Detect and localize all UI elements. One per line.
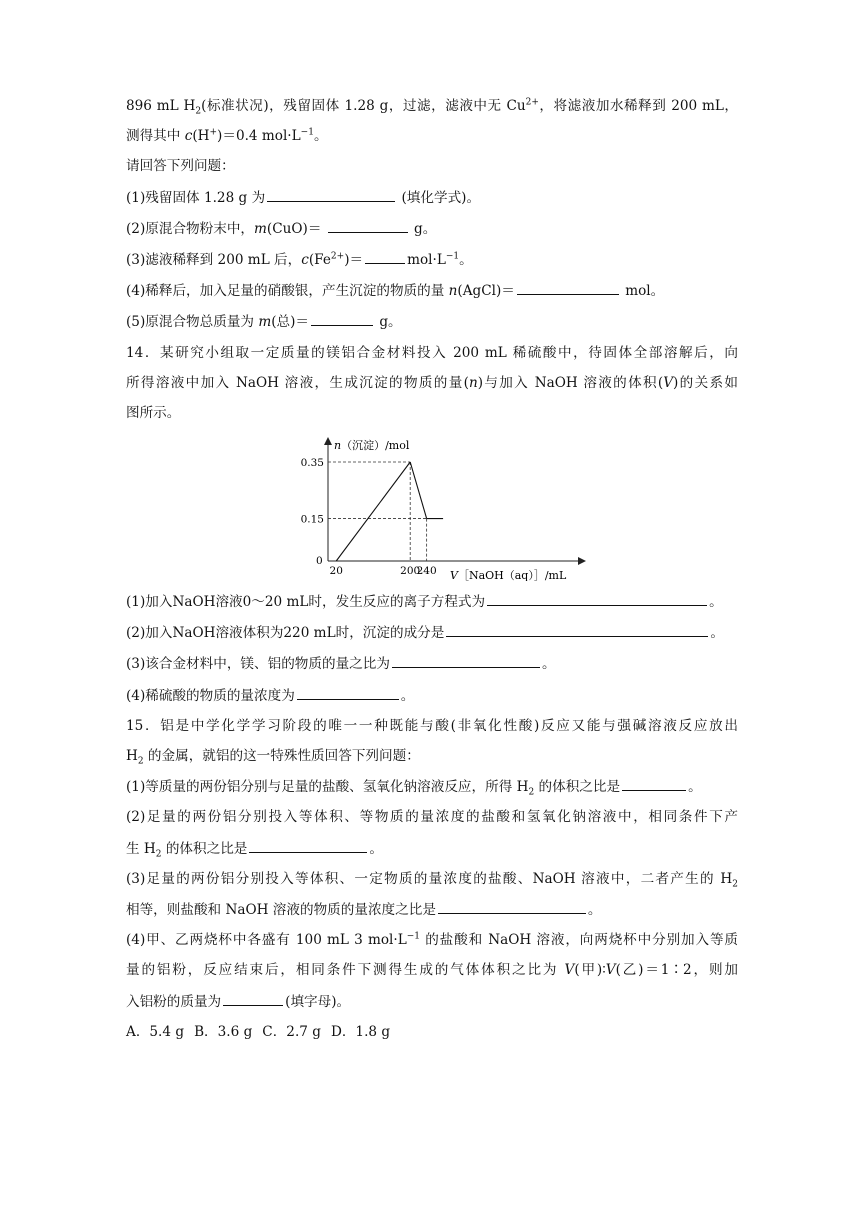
y-tick-label: 0.35	[300, 457, 324, 470]
q15-part-1: (1)等质量的两份铝分别与足量的盐酸、氢氧化钠溶液反应，所得 $H_2$ 的体积之比是 。	[126, 776, 738, 797]
q13-part-4: (4)稀释后，加入足量的硝酸银，产生沉淀的物质的量 n(AgCl)＝ mol。	[126, 280, 738, 301]
series-segment	[410, 462, 426, 519]
answer-blank[interactable]	[328, 218, 408, 233]
answer-blank[interactable]	[365, 249, 405, 264]
answer-blank[interactable]	[392, 653, 540, 668]
q15-part-2-line-2: 生 $H_2$ 的体积之比是 。	[126, 838, 738, 859]
q14-part-4: (4)稀硫酸的物质的量浓度为 。	[126, 685, 738, 706]
answer-blank[interactable]	[446, 622, 708, 637]
q15-part-3-line-2: 相等，则盐酸和 NaOH 溶液的物质的量浓度之比是 。	[126, 899, 738, 920]
q14-stem-line-3: 图所示。	[126, 404, 181, 421]
q13-part-2: (2)原混合物粉末中，m(CuO)＝ g。	[126, 218, 738, 239]
answer-blank[interactable]	[311, 311, 373, 326]
x-axis-label: V［NaOH（aq）］/mL	[450, 569, 567, 582]
q13-part-5: (5)原混合物总质量为 m(总)＝ g。	[126, 311, 738, 332]
q15-part-4-line-1: (4)甲、乙两烧杯中各盛有 100 mL 3 $mol\cdot L^{-1}$ 的盐酸和 NaOH 溶液，向两烧杯中分别加入等质	[126, 931, 738, 949]
x-tick-label: 200	[400, 565, 421, 578]
q15-choices	[126, 1022, 738, 1042]
answer-blank[interactable]	[267, 187, 395, 202]
origin-label: 0	[316, 555, 323, 568]
q15-stem-line-2: $H_2$ 的金属，就铝的这一特殊性质回答下列问题：	[126, 748, 420, 767]
q15-part-2-line-1: (2)足量的两份铝分别投入等体积、等物质的量浓度的盐酸和氢氧化钠溶液中，相同条件下产	[126, 809, 738, 826]
choice-d[interactable]: D．1.8 g	[330, 1023, 391, 1040]
q15-part-3-line-1: (3)足量的两份铝分别投入等体积、一定物质的量浓度的盐酸、NaOH 溶液中，二者产生的 $H_2$	[126, 870, 738, 890]
q14-stem-line-2: 所得溶液中加入 NaOH 溶液，生成沉淀的物质的量(n)与加入 NaOH 溶液的体积(V)的关系如	[126, 374, 739, 391]
q14-part-3: (3)该合金材料中，镁、铝的物质的量之比为 。	[126, 653, 738, 674]
answer-blank[interactable]	[297, 685, 399, 700]
q13-text-line-1: 896 mL $H_2$(标准状况)，残留固体 1.28 g，过滤，滤液中无 $Cu^{2+}$，将滤液加水稀释到 200 mL，	[126, 97, 738, 117]
q13-text-line-2: 测得其中 c(H+)＝0.4 $mol\cdot L^{-1}$。	[126, 127, 328, 145]
answer-blank[interactable]	[487, 591, 707, 606]
choice-a[interactable]: A．5.4 g	[126, 1023, 185, 1040]
q13-part-3: (3)滤液稀释到 200 mL 后，$c(Fe^{2+})= mol\cdot L^{-1}$。	[126, 249, 738, 270]
q14-stem-line-1: 14．某研究小组取一定质量的镁铝合金材料投入 200 mL 稀硫酸中，待固体全部溶解后，向	[126, 344, 738, 361]
x-tick-label: 20	[329, 565, 343, 578]
answer-blank[interactable]	[517, 280, 619, 295]
answer-blank[interactable]	[223, 991, 283, 1006]
answer-blank[interactable]	[438, 899, 586, 914]
x-tick-label: 240	[416, 565, 437, 578]
q15-part-4-line-2: 量的铝粉，反应结束后，相同条件下测得生成的气体体积之比为 V(甲)∶V(乙)＝1∶2，则加	[126, 962, 738, 979]
series-segment	[336, 462, 410, 561]
y-tick-label: 0.15	[300, 513, 324, 526]
q15-stem-line-1: 15．铝是中学化学学习阶段的唯一一种既能与酸(非氧化性酸)反应又能与强碱溶液反应放出	[126, 717, 738, 734]
precipitate-chart	[126, 433, 738, 583]
choice-c[interactable]: C．2.7 g	[262, 1023, 321, 1040]
chart-svg	[286, 433, 586, 581]
q15-part-4-line-3: 入铝粉的质量为 (填字母)。	[126, 991, 738, 1012]
document-page	[126, 96, 738, 1052]
answer-blank[interactable]	[249, 838, 367, 853]
q13-part-1: (1)残留固体 1.28 g 为 (填化学式)。	[126, 187, 738, 208]
q13-prompt: 请回答下列问题：	[126, 158, 235, 175]
q14-part-2: (2)加入NaOH溶液体积为220 mL时，沉淀的成分是 。	[126, 622, 738, 643]
choice-b[interactable]: B．3.6 g	[194, 1023, 253, 1040]
answer-blank[interactable]	[622, 776, 686, 791]
q14-part-1: (1)加入NaOH溶液0～20 mL时，发生反应的离子方程式为 。	[126, 591, 738, 612]
y-axis-label: n（沉淀）/mol	[334, 439, 410, 453]
